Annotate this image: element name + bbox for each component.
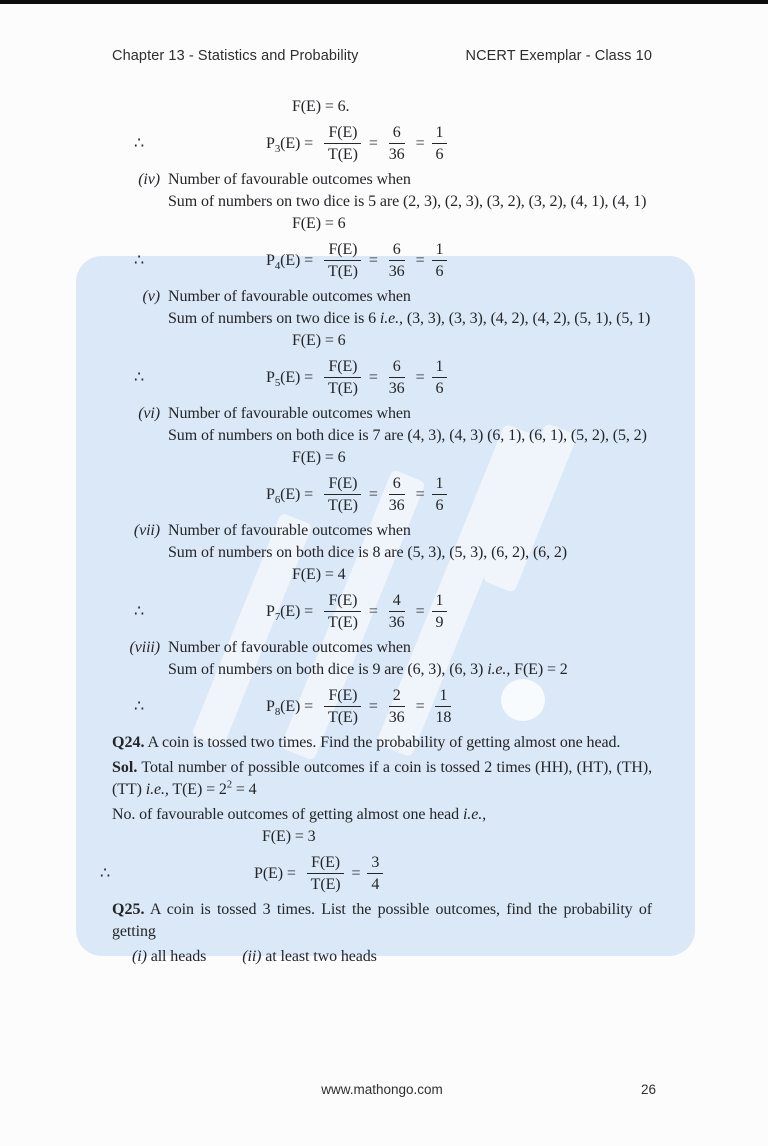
equation-fe-intro: F(E) = 6. — [292, 98, 350, 115]
fraction-numerator: 1 — [432, 239, 448, 261]
subscript: 7 — [274, 610, 281, 623]
fraction-denominator: 6 — [435, 380, 444, 397]
fraction-numerator: F(E) — [324, 239, 361, 261]
fraction — [432, 239, 448, 282]
fraction-denominator: 18 — [435, 709, 452, 726]
option-label: (ii) — [242, 948, 262, 965]
equation-body — [266, 685, 455, 728]
equation-fe: F(E) = 6 — [292, 449, 346, 466]
page-top-edge — [0, 0, 768, 4]
therefore-symbol: ∴ — [100, 864, 111, 882]
question-text: A coin is tossed two times. Find the probability of getting almost one head. — [144, 734, 621, 751]
equals-sign: = — [415, 368, 425, 386]
item-line2: Sum of numbers on both dice is 9 are (6, 3), (6, 3) i.e., F(E) = 2 — [168, 661, 568, 678]
equals-sign: = — [415, 602, 425, 620]
fraction-numerator: F(E) — [307, 852, 344, 874]
subscript: 4 — [274, 259, 281, 272]
therefore-symbol: ∴ — [134, 602, 145, 620]
page-footer — [112, 1082, 656, 1102]
subscript: 8 — [274, 705, 281, 718]
item-line2: Sum of numbers on both dice is 7 are (4, 3), (4, 3) (6, 1), (6, 1), (5, 2), (5, 2) — [168, 427, 647, 444]
page-number: 26 — [640, 1082, 656, 1097]
footer-url: www.mathongo.com — [321, 1082, 443, 1097]
fraction — [385, 590, 409, 633]
fraction-numerator: 1 — [432, 590, 448, 612]
fraction-numerator: 6 — [389, 239, 405, 261]
fraction — [385, 356, 409, 399]
therefore-symbol: ∴ — [134, 134, 145, 152]
item-label: (viii) — [129, 639, 160, 656]
equals-sign: = — [368, 251, 378, 269]
equation-p3 — [112, 122, 652, 165]
item-line1: Number of favourable outcomes when — [168, 522, 411, 539]
fraction-denominator: 36 — [388, 614, 405, 631]
fraction-numerator: 1 — [432, 122, 448, 144]
equation-lhs: $P_5(E)$ = — [266, 368, 318, 389]
fraction — [432, 590, 448, 633]
list-item-iv — [112, 169, 652, 213]
equals-sign: = — [368, 485, 378, 503]
fraction — [324, 239, 362, 282]
equation-p5 — [112, 356, 652, 399]
equation-fe-q24: F(E) = 3 — [262, 828, 316, 845]
fraction-numerator: 1 — [435, 685, 451, 707]
list-item-viii — [112, 637, 652, 681]
equation-body — [266, 590, 447, 633]
fraction — [385, 685, 409, 728]
fraction — [385, 473, 409, 516]
fraction-denominator: T(E) — [328, 380, 358, 397]
equation-lhs: $P_4(E)$ = — [266, 251, 318, 272]
item-label: (vii) — [133, 522, 160, 539]
fraction — [385, 122, 409, 165]
equation-p6 — [112, 473, 652, 516]
question-25 — [112, 899, 652, 943]
equation-body — [266, 122, 447, 165]
question-number: Q25. — [112, 901, 145, 918]
fraction-denominator: 6 — [435, 497, 444, 514]
equation-lhs: $P_7(E)$ = — [266, 602, 318, 623]
fraction-numerator: F(E) — [324, 590, 361, 612]
therefore-symbol: ∴ — [134, 251, 145, 269]
equation-fe: F(E) = 6 — [292, 332, 346, 349]
fraction-denominator: 4 — [371, 876, 380, 893]
fraction-denominator: T(E) — [328, 263, 358, 280]
item-label: (iv) — [138, 171, 160, 188]
fraction-denominator: T(E) — [310, 876, 341, 893]
question-25-options — [112, 946, 652, 968]
equals-sign: = — [368, 602, 378, 620]
fraction — [324, 685, 362, 728]
equation-lhs: $P_3(E)$ = — [266, 134, 318, 155]
content-column — [100, 96, 652, 968]
option-text: all heads — [146, 948, 207, 965]
equation-p4 — [112, 239, 652, 282]
equation-body — [254, 852, 383, 895]
question-text: A coin is tossed 3 times. List the possible outcomes, find the probability of getting — [112, 901, 652, 940]
fraction — [307, 852, 345, 895]
subscript: 5 — [274, 376, 281, 389]
fraction — [324, 590, 362, 633]
fraction-denominator: T(E) — [328, 709, 358, 726]
equals-sign: = — [415, 485, 425, 503]
equation-body — [266, 356, 447, 399]
equation-fe: F(E) = 4 — [292, 566, 346, 583]
subscript: 3 — [274, 142, 281, 155]
fraction-denominator: 36 — [388, 263, 405, 280]
option-text: at least two heads — [261, 948, 377, 965]
solution-24-line2: No. of favourable outcomes of getting almost one head i.e., — [112, 806, 487, 823]
ie-abbrev: i.e., — [462, 806, 487, 823]
equation-p8 — [112, 685, 652, 728]
fraction-numerator: 3 — [367, 852, 383, 874]
item-line1: Number of favourable outcomes when — [168, 405, 411, 422]
equals-sign: = — [368, 697, 378, 715]
fraction-numerator: F(E) — [324, 685, 361, 707]
fraction — [324, 356, 362, 399]
solution-label: Sol. — [112, 759, 138, 776]
item-line2: Sum of numbers on both dice is 8 are (5, 3), (5, 3), (6, 2), (6, 2) — [168, 544, 567, 561]
question-24 — [112, 732, 652, 754]
item-label: (v) — [142, 288, 160, 305]
fraction-denominator: 9 — [435, 614, 444, 631]
equation-lhs: $P_8(E)$ = — [266, 697, 318, 718]
fraction-numerator: 6 — [389, 473, 405, 495]
fraction — [432, 473, 448, 516]
fraction-numerator: 1 — [432, 473, 448, 495]
exponent: 2 — [226, 779, 232, 791]
fraction-denominator: 6 — [435, 146, 444, 163]
option-label: (i) — [132, 948, 147, 965]
equals-sign: = — [368, 368, 378, 386]
equals-sign: = — [415, 251, 425, 269]
question-number: Q24. — [112, 734, 145, 751]
solution-24-line1: Sol. Total number of possible outcomes if a coin is tossed 2 times (HH), (HT), (TH), (TT) i.e., $T(E) = 2^2 = 4$ — [112, 759, 652, 798]
fraction-numerator: 6 — [389, 122, 405, 144]
item-line1: Number of favourable outcomes when — [168, 639, 411, 656]
item-line1: Number of favourable outcomes when — [168, 288, 411, 305]
fraction-denominator: T(E) — [328, 614, 358, 631]
fraction-denominator: T(E) — [328, 497, 358, 514]
therefore-symbol: ∴ — [134, 697, 145, 715]
fraction-denominator: 36 — [388, 146, 405, 163]
fraction — [324, 122, 362, 165]
fraction-numerator: 4 — [389, 590, 405, 612]
equation-pe-q24 — [100, 852, 652, 895]
equation-lhs: $P_6(E)$ = — [266, 485, 318, 506]
fraction-denominator: 36 — [388, 709, 405, 726]
ie-abbrev: i.e., — [145, 781, 169, 798]
subscript: 6 — [274, 493, 281, 506]
equation-fe: F(E) = 6 — [292, 215, 346, 232]
fraction-numerator: 1 — [432, 356, 448, 378]
fraction-numerator: 2 — [389, 685, 405, 707]
list-item-v — [112, 286, 652, 330]
fraction-numerator: F(E) — [324, 356, 361, 378]
equals-sign: = — [368, 134, 378, 152]
fraction — [367, 852, 383, 895]
fraction — [385, 239, 409, 282]
header-book-title: NCERT Exemplar - Class 10 — [465, 48, 652, 64]
fraction-denominator: T(E) — [328, 146, 358, 163]
equation-lhs: P(E) = — [254, 864, 300, 882]
fraction-denominator: 36 — [388, 380, 405, 397]
fraction-numerator: 6 — [389, 356, 405, 378]
fraction-denominator: 6 — [435, 263, 444, 280]
fraction-denominator: 36 — [388, 497, 405, 514]
fraction-numerator: F(E) — [324, 122, 361, 144]
equals-sign: = — [415, 134, 425, 152]
item-line1: Number of favourable outcomes when — [168, 171, 411, 188]
equals-sign: = — [351, 864, 361, 882]
equation-body — [266, 473, 447, 516]
fraction-numerator: F(E) — [324, 473, 361, 495]
equals-sign: = — [415, 697, 425, 715]
fraction — [432, 122, 448, 165]
item-line2: Sum of numbers on two dice is 5 are (2, 3), (2, 3), (3, 2), (3, 2), (4, 1), (4, 1) — [168, 193, 647, 210]
equation-body — [266, 239, 447, 282]
header-chapter-title: Chapter 13 - Statistics and Probability — [112, 48, 359, 64]
fraction — [324, 473, 362, 516]
list-item-vi — [112, 403, 652, 447]
list-item-vii — [112, 520, 652, 564]
fraction — [432, 685, 456, 728]
item-line2: Sum of numbers on two dice is 6 i.e., (3, 3), (3, 3), (4, 2), (4, 2), (5, 1), (5, 1) — [168, 310, 651, 327]
page-header — [112, 48, 652, 64]
item-label: (vi) — [138, 405, 160, 422]
equation-p7 — [112, 590, 652, 633]
fraction — [432, 356, 448, 399]
therefore-symbol: ∴ — [134, 368, 145, 386]
